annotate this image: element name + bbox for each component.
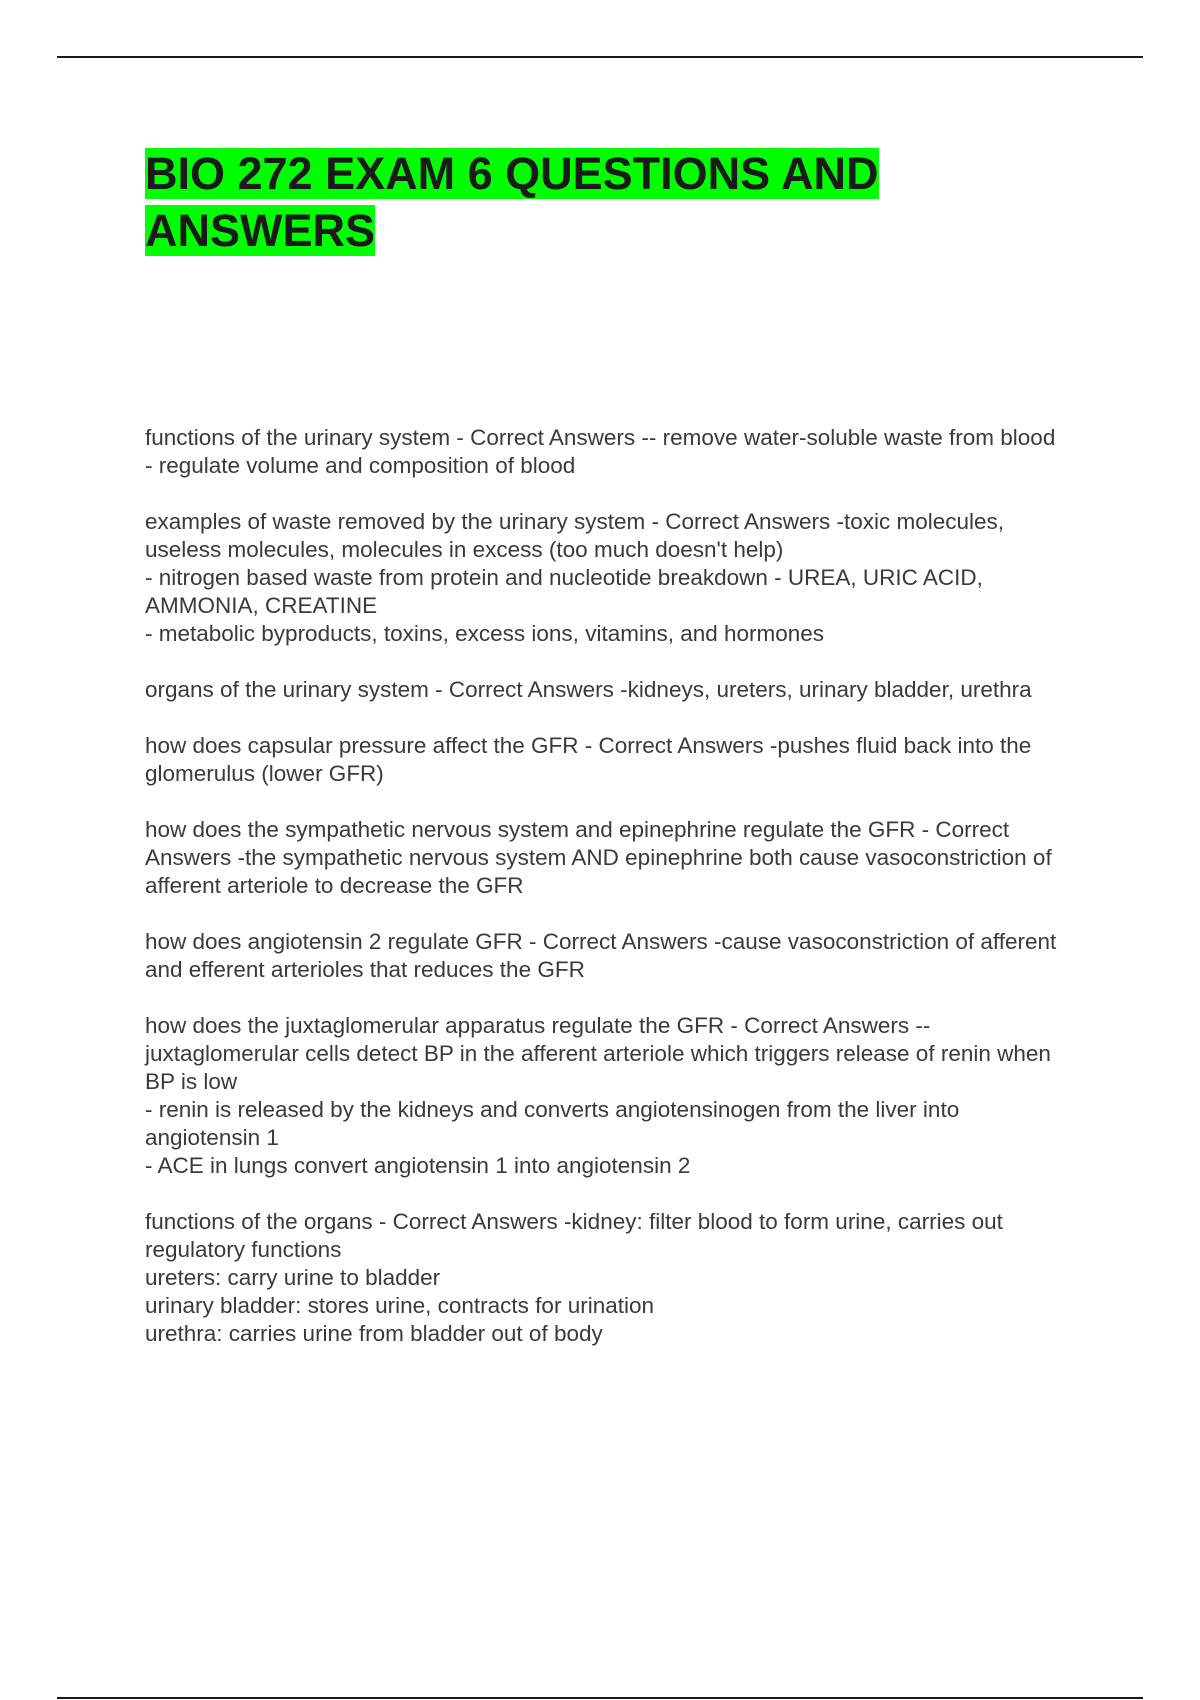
qa-item-organ-functions: functions of the organs - Correct Answers -kidney: filter blood to form urine, carries out regulatory functions ureters: carry urine to bladder urinary bladder: stores urine, contracts for urination urethra: carries urine from bladder out of body — [145, 1209, 1003, 1346]
bottom-rule — [57, 1697, 1143, 1699]
qa-item-capsular-pressure: how does capsular pressure affect the GFR - Correct Answers -pushes fluid back into the glomerulus (lower GFR) — [145, 733, 1032, 786]
qa-item-urinary-functions: functions of the urinary system - Correct Answers -- remove water-soluble waste from blood - regulate volume and composition of blood — [145, 425, 1056, 478]
qa-item-juxtaglomerular: how does the juxtaglomerular apparatus regulate the GFR - Correct Answers --juxtaglomerular cells detect BP in the afferent arteriole which triggers release of renin when BP is low - renin is released by the kidneys and converts angiotensinogen from the liver into angiotensin 1 - ACE in lungs convert angiotensin 1 into angiotensin 2 — [145, 1013, 1051, 1178]
document-title — [145, 145, 985, 259]
qa-list — [145, 424, 1080, 1376]
qa-item-angiotensin-gfr: how does angiotensin 2 regulate GFR - Correct Answers -cause vasoconstriction of afferent and efferent arterioles that reduces the GFR — [145, 929, 1057, 982]
qa-item-urinary-organs: organs of the urinary system - Correct Answers -kidneys, ureters, urinary bladder, urethra — [145, 677, 1032, 702]
top-rule — [57, 56, 1143, 58]
qa-item-waste-examples: examples of waste removed by the urinary system - Correct Answers -toxic molecules, useless molecules, molecules in excess (too much doesn't help) - nitrogen based waste from protein and nucleotide breakdown - UREA, URIC ACID, AMMONIA, CREATINE - metabolic byproducts, toxins, excess ions, vitamins, and hormones — [145, 509, 1005, 646]
title-highlight: BIO 272 EXAM 6 QUESTIONS AND ANSWERS — [145, 148, 879, 256]
qa-item-sympathetic-gfr: how does the sympathetic nervous system and epinephrine regulate the GFR - Correct Answers -the sympathetic nervous system AND epinephrine both cause vasoconstriction of afferent arteriole to decrease the GFR — [145, 817, 1052, 898]
